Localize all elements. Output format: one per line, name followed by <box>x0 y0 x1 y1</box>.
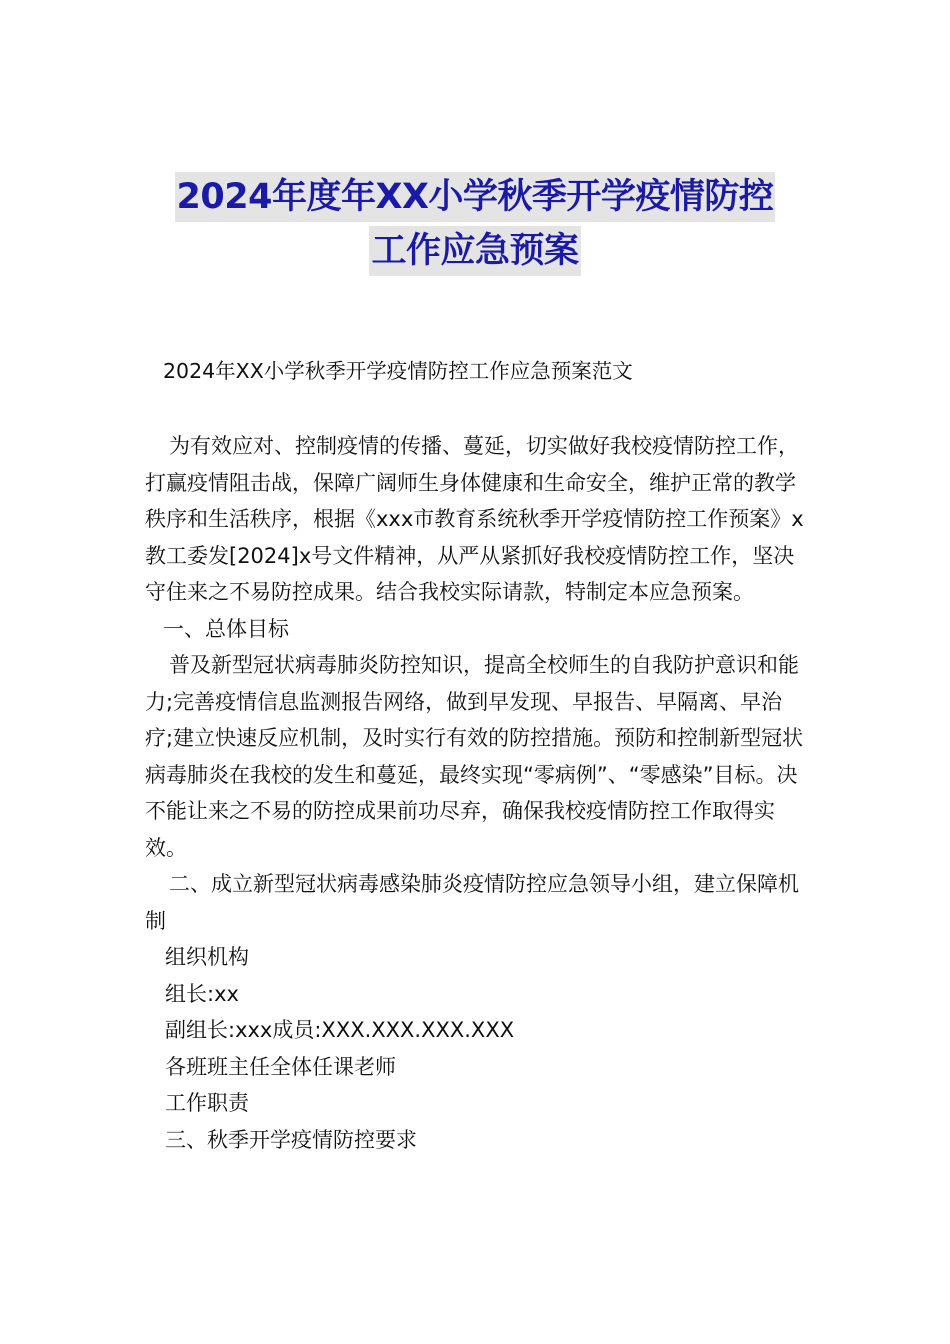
title-line-2: 工作应急预案 <box>369 226 580 276</box>
section-2-heading: 二、成立新型冠状病毒感染肺炎疫情防控应急领导小组，建立保障机制 <box>145 872 799 933</box>
document-title <box>0 172 950 276</box>
section-2-item-duties: 工作职责 <box>165 1091 249 1115</box>
section-1-heading: 一、总体目标 <box>163 616 289 641</box>
section-3-heading: 三、秋季开学疫情防控要求 <box>165 1127 417 1152</box>
section-2-item-leader: 组长:xx <box>165 981 239 1006</box>
section-2-item-org: 组织机构 <box>165 945 249 969</box>
intro-paragraph: 为有效应对、控制疫情的传播、蔓延，切实做好我校疫情防控工作，打赢疫情阻击战，保障广阔师生身体健康和生命安全，维护正常的教学秩序和生活秩序，根据《xxx市教育系统秋季开学疫情防控工作预案》x教工委发[2024]x号文件精神，从严从紧抓好我校疫情防控工作，坚决守住来之不易防控成果。结合我校实际请款，特制定本应急预案。 <box>145 434 804 604</box>
section-2-item-deputy: 副组长:xxx成员:XXX.XXX.XXX.XXX <box>165 1018 515 1042</box>
section-2-item-teachers: 各班班主任全体任课老师 <box>165 1054 396 1079</box>
title-line-1: 2024年度年XX小学秋季开学疫情防控 <box>175 172 776 222</box>
document-subtitle: 2024年XX小学秋季开学疫情防控工作应急预案范文 <box>163 359 633 383</box>
section-1-paragraph: 普及新型冠状病毒肺炎防控知识，提高全校师生的自我防护意识和能力;完善疫情信息监测报告网络，做到早发现、早报告、早隔离、早治疗;建立快速反应机制，及时实行有效的防控措施。预防和控制新型冠状病毒肺炎在我校的发生和蔓延，最终实现“零病例”、“零感染”目标。决不能让来之不易的防控成果前功尽弃，确保我校疫情防控工作取得实效。 <box>145 653 804 860</box>
document-body <box>145 428 810 1158</box>
